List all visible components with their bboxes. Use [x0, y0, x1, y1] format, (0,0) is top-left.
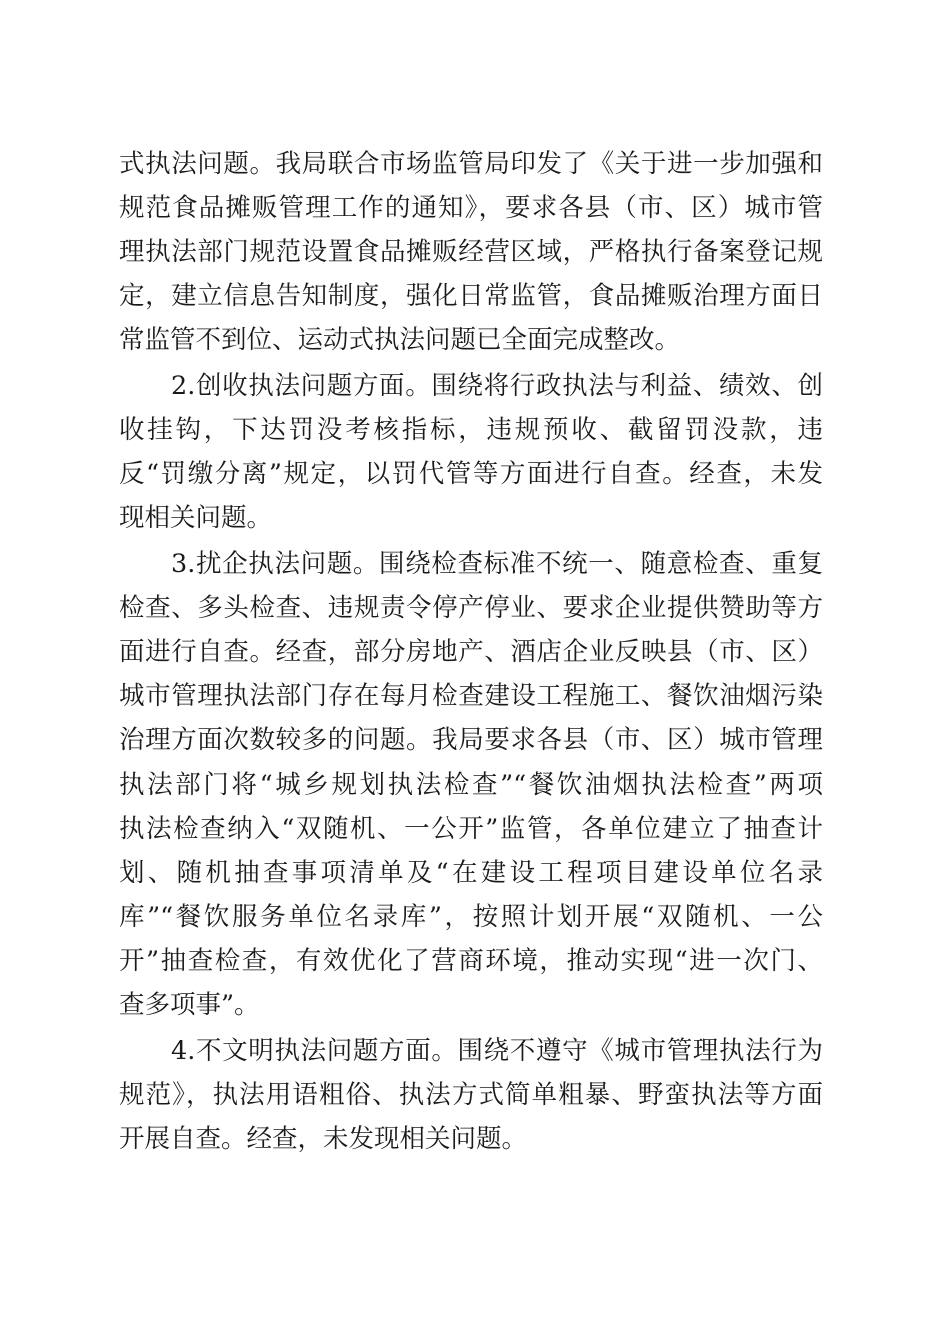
text-line-12: 面进行自查。经查，部分房地产、酒店企业反映县（市、区） — [119, 637, 823, 667]
text-line-4: 定，建立信息告知制度，强化日常监管，食品摊贩治理方面日 — [119, 281, 823, 311]
text-line-15: 执法部门将“城乡规划执法检查”“餐饮油烟执法检查”两项 — [119, 770, 823, 800]
text-line-13: 城市管理执法部门存在每月检查建设工程施工、餐饮油烟污染 — [119, 681, 823, 711]
text-line-11: 检查、多头检查、违规责令停产停业、要求企业提供赞助等方 — [119, 593, 823, 623]
text-line-5: 常监管不到位、运动式执法问题已全面完成整改。 — [119, 325, 681, 355]
text-line-18: 库”“餐饮服务单位名录库”，按照计划开展“双随机、一公 — [119, 902, 823, 932]
text-line-1: 式执法问题。我局联合市场监管局印发了《关于进一步加强和 — [119, 149, 823, 179]
text-line-14: 治理方面次数较多的问题。我局要求各县（市、区）城市管理 — [119, 725, 823, 755]
text-line-9: 现相关问题。 — [119, 503, 273, 533]
text-line-22: 规范》，执法用语粗俗、执法方式简单粗暴、野蛮执法等方面 — [119, 1080, 823, 1110]
text-line-3: 理执法部门规范设置食品摊贩经营区域，严格执行备案登记规 — [119, 237, 823, 267]
text-line-10: 3.扰企执法问题。围绕检查标准不统一、随意检查、重复 — [171, 549, 823, 579]
text-line-23: 开展自查。经查，未发现相关问题。 — [119, 1124, 528, 1154]
text-line-19: 开”抽查检查，有效优化了营商环境，推动实现“进一次门、 — [119, 946, 823, 976]
text-line-21: 4.不文明执法问题方面。围绕不遵守《城市管理执法行为 — [171, 1036, 823, 1066]
text-line-17: 划、随机抽查事项清单及“在建设工程项目建设单位名录 — [119, 858, 823, 888]
text-line-20: 查多项事”。 — [119, 990, 260, 1020]
text-line-2: 规范食品摊贩管理工作的通知》，要求各县（市、区）城市管 — [119, 193, 823, 223]
text-line-8: 反“罚缴分离”规定，以罚代管等方面进行自查。经查，未发 — [119, 459, 823, 489]
text-line-7: 收挂钩，下达罚没考核指标，违规预收、截留罚没款，违 — [119, 415, 823, 445]
text-line-16: 执法检查纳入“双随机、一公开”监管，各单位建立了抽查计 — [119, 814, 823, 844]
text-line-6: 2.创收执法问题方面。围绕将行政执法与利益、绩效、创 — [171, 371, 823, 401]
